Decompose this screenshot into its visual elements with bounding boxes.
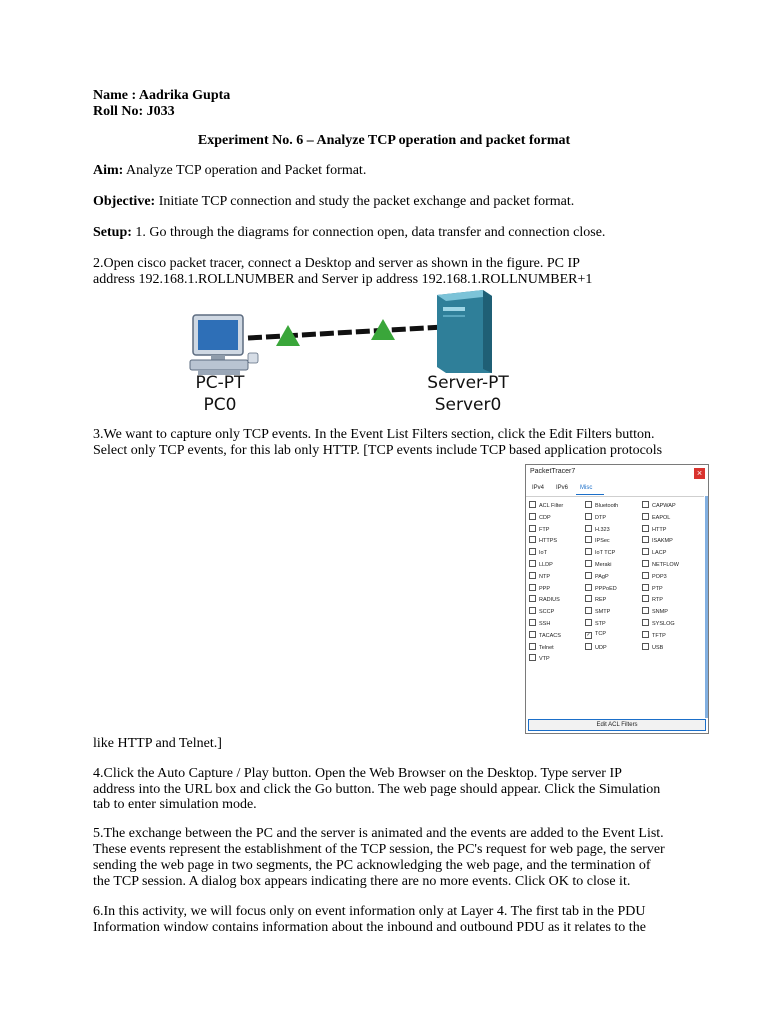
checkbox-label: FTP [539,526,550,533]
checkbox-label: DTP [595,514,606,521]
checkbox-label: LACP [652,550,667,557]
filter-checkbox-syslog[interactable] [642,619,675,628]
checkbox-label: TFTP [652,632,666,639]
checkbox-label: RTP [652,597,663,604]
checkbox-icon[interactable] [585,619,592,626]
checkbox-label: HTTPS [539,538,558,545]
filter-checkbox-ftp[interactable] [529,525,549,534]
filter-checkbox-eapol[interactable] [642,513,670,522]
checkbox-label: Bluetooth [595,503,619,509]
filter-checkbox-https[interactable] [529,536,557,545]
experiment-title: Experiment No. 6 – Analyze TCP operation and packet format [197,133,571,148]
filter-checkbox-ipsec[interactable] [585,536,610,545]
checkbox-label: USB [652,644,664,651]
filter-checkbox-smtp[interactable] [585,607,610,616]
checkbox-label: TACACS [539,632,561,639]
filter-checkbox-radius[interactable] [529,595,560,604]
filter-checkbox-list [526,496,704,719]
checkbox-label: ACL Filter [539,503,564,509]
checkbox-label: LLDP [539,562,553,568]
filter-checkbox-pop3[interactable] [642,572,667,581]
network-link [248,319,443,346]
checkbox-icon[interactable] [642,536,649,543]
checkbox-icon[interactable] [585,548,592,555]
checkbox-icon[interactable] [642,619,649,626]
step2-line2: address 192.168.1.ROLLNUMBER and Server ip address 192.168.1.ROLLNUMBER+1 [93,272,593,287]
filter-checkbox-pppoed[interactable] [585,584,617,593]
filter-checkbox-sccp[interactable] [529,607,554,616]
filter-checkbox-ptp[interactable] [642,584,663,593]
setup-label: Setup: [93,225,132,240]
aim-paragraph [93,163,366,179]
step6-line2: Information window contains information about the inbound and outbound PDU as it relates to the [93,920,646,935]
checkbox-icon[interactable] [529,513,536,520]
checkbox-label: POP3 [652,573,667,580]
checkbox-label: SCCP [539,609,555,616]
network-diagram [180,285,510,420]
checkbox-icon[interactable] [529,643,536,650]
checkbox-icon[interactable] [529,560,536,567]
checkbox-label: IoT TCP [595,550,616,557]
checkbox-icon[interactable] [529,607,536,614]
filter-checkbox-stp[interactable] [585,619,606,628]
checkbox-label: ISAKMP [652,538,673,545]
filter-checkbox-meraki[interactable] [585,560,612,569]
packet-tracer-filter-dialog [525,464,709,734]
checkbox-icon[interactable] [642,584,649,591]
tab-misc[interactable]: Misc [580,485,593,491]
filter-checkbox-cdp[interactable] [529,513,551,522]
checkbox-label: PTP [652,585,663,592]
checkbox-icon[interactable] [585,501,592,508]
pc-name-label: PC0 [203,395,237,415]
checkbox-icon[interactable] [642,643,649,650]
setup-paragraph [93,225,605,241]
dialog-title: PacketTracer7 [530,468,576,475]
filter-checkbox-udp[interactable] [585,643,607,652]
filter-checkbox-snmp[interactable] [642,607,668,616]
objective-text: Initiate TCP connection and study the packet exchange and packet format. [155,194,575,209]
checkbox-icon[interactable] [642,548,649,555]
checkbox-icon[interactable] [585,536,592,543]
checkbox-icon[interactable] [529,525,536,532]
checkbox-icon[interactable] [529,572,536,579]
step4-line1: 4.Click the Auto Capture / Play button. Open the Web Browser on the Desktop. Type server IP [93,766,622,781]
checkbox-label: STP [595,621,606,627]
close-icon[interactable]: × [694,468,705,479]
step3-line3: like HTTP and Telnet.] [93,736,222,751]
step5-line1: 5.The exchange between the PC and the server is animated and the events are added to the Event List. [93,826,664,841]
step4-line3: tab to enter simulation mode. [93,797,257,812]
checkbox-label: SMTP [595,609,611,616]
server-name-label: Server0 [434,395,502,415]
checkbox-icon[interactable] [642,607,649,614]
filter-checkbox-http[interactable] [642,525,666,534]
filter-checkbox-dtp[interactable] [585,513,606,522]
checkbox-icon[interactable] [585,525,592,532]
roll-number: Roll No: J033 [93,104,175,119]
checkbox-icon[interactable] [642,560,649,567]
checkbox-icon[interactable] [529,619,536,626]
filter-checkbox-iot-tcp[interactable] [585,548,615,557]
checkbox-label: TCP [595,630,606,637]
checkbox-icon[interactable] [529,501,536,508]
checkbox-label: PPPoED [595,585,617,592]
checkbox-icon[interactable] [585,572,592,579]
filter-checkbox-isakmp[interactable] [642,536,673,545]
filter-checkbox-bluetooth[interactable] [585,501,618,510]
filter-checkbox-h-323[interactable] [585,525,610,534]
checkbox-label: CAPWAP [652,503,676,509]
filter-checkbox-tacacs[interactable] [529,631,561,640]
dialog-scrollbar[interactable] [705,496,708,718]
checkbox-label: Telnet [539,644,554,651]
checkbox-label: IPSec [595,538,610,545]
edit-acl-filters-button[interactable]: Edit ACL Filters [528,719,706,731]
checkbox-icon[interactable] [585,513,592,520]
checkbox-icon[interactable] [585,595,592,602]
filter-checkbox-netflow[interactable] [642,560,679,569]
step3-line1: 3.We want to capture only TCP events. In the Event List Filters section, click the Edit Filters button. [93,427,655,442]
filter-checkbox-lldp[interactable] [529,560,553,569]
checkbox-label: CDP [539,514,551,521]
filter-checkbox-vtp[interactable] [529,654,550,663]
checkbox-icon[interactable] [642,513,649,520]
student-name: Name : Aadrika Gupta [93,88,231,103]
filter-checkbox-acl-filter[interactable] [529,501,563,510]
filter-checkbox-capwap[interactable] [642,501,676,510]
checkbox-label: NETFLOW [652,562,679,568]
checkbox-icon[interactable] [585,560,592,567]
checkbox-icon[interactable] [529,548,536,555]
checkbox-icon[interactable] [585,584,592,591]
checkbox-label: HTTP [652,526,667,533]
server-type-label: Server-PT [427,373,509,393]
step2-line1: 2.Open cisco packet tracer, connect a Desktop and server as shown in the figure. PC IP [93,256,580,271]
filter-checkbox-iot[interactable] [529,548,547,557]
checkbox-icon[interactable] [529,595,536,602]
aim-label: Aim: [93,163,124,178]
checkbox-icon[interactable] [529,654,536,661]
checkbox-icon[interactable] [529,536,536,543]
checkbox-label: PPP [539,585,551,592]
filter-checkbox-ntp[interactable] [529,572,550,581]
checkbox-label: H.323 [595,526,610,533]
filter-checkbox-lacp[interactable] [642,548,666,557]
filter-checkbox-rep[interactable] [585,595,606,604]
filter-checkbox-usb[interactable] [642,643,663,652]
filter-checkbox-pagp[interactable] [585,572,609,581]
active-tab-indicator [576,494,604,495]
filter-checkbox-tftp[interactable] [642,631,666,640]
step3-line2: Select only TCP events, for this lab only HTTP. [TCP events include TCP based application protocols [93,443,663,458]
pc-type-label: PC-PT [195,373,245,393]
step5-line2: These events represent the establishment of the TCP session, the PC's request for web page, the server [93,842,665,857]
checkbox-label: Meraki [595,562,612,568]
checkbox-label: EAPOL [652,514,671,521]
checkbox-icon[interactable] [642,631,649,638]
filter-checkbox-tcp[interactable] [585,631,606,639]
checkbox-icon[interactable] [642,525,649,532]
aim-text: Analyze TCP operation and Packet format. [123,163,367,178]
tab-ipv4[interactable]: IPv4 [532,485,545,491]
checkbox-label: PAgP [595,573,609,580]
filter-checkbox-ppp[interactable] [529,584,550,593]
checkbox-label: IoT [539,550,547,557]
checkbox-label: SSH [539,621,551,627]
checkbox-icon[interactable] [642,595,649,602]
objective-label: Objective: [93,194,156,209]
filter-checkbox-telnet[interactable] [529,643,554,652]
checkbox-icon[interactable] [642,501,649,508]
checkbox-icon[interactable] [529,631,536,638]
checkbox-icon[interactable] [529,584,536,591]
filter-checkbox-ssh[interactable] [529,619,550,628]
objective-paragraph [93,194,574,210]
pc-icon [190,315,258,375]
checkbox-icon[interactable] [642,572,649,579]
step4-line2: address into the URL box and click the Go button. The web page should appear. Click the Simulation [93,782,661,797]
checkbox-label: VTP [539,656,550,663]
checkbox-icon[interactable] [585,607,592,614]
checkbox-label: SNMP [652,609,668,616]
checkbox-icon[interactable]: ✓ [586,631,591,638]
checkbox-icon[interactable] [585,643,592,650]
server-icon [437,290,492,373]
checkbox-label: NTP [539,573,550,580]
filter-checkbox-rtp[interactable] [642,595,663,604]
checkbox-label: RADIUS [539,597,560,604]
checkbox-label: UDP [595,644,607,651]
step5-line3: sending the web page in two segments, the PC acknowledging the web page, and the termination of [93,858,651,873]
step5-line4: the TCP session. A dialog box appears indicating there are no more events. Click OK to close it. [93,874,631,889]
step6-line1: 6.In this activity, we will focus only on event information only at Layer 4. The first tab in the PDU [93,904,646,919]
checkbox-label: REP [595,597,607,604]
tab-ipv6[interactable]: IPv6 [556,485,569,491]
checkbox-label: SYSLOG [652,621,675,627]
setup-text: 1. Go through the diagrams for connection open, data transfer and connection close. [131,225,606,240]
